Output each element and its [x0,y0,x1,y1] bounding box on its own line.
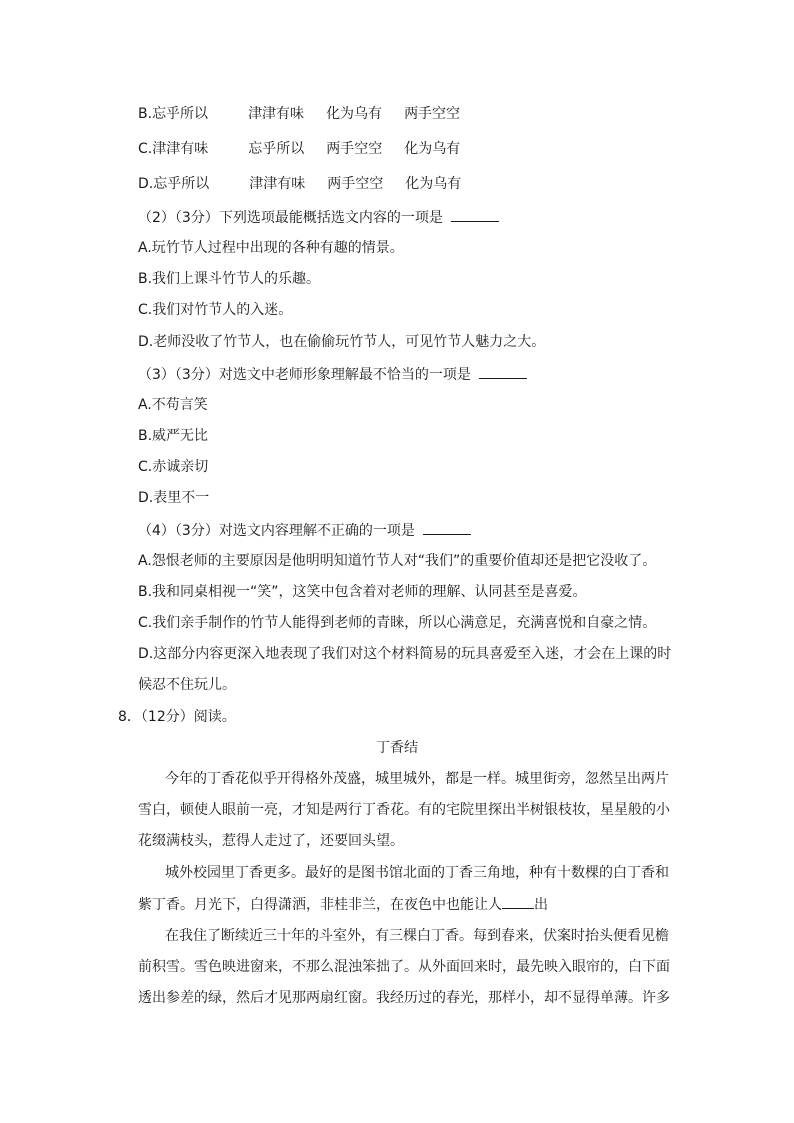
q1-option-d [138,174,461,194]
passage-paragraph-2-line-2 [138,894,548,915]
passage-title: 丁香结 [376,740,418,756]
question-text: （2）（3分）下列选项最能概括选文内容的一项是 [138,210,443,226]
q4-option-c: C.我们亲手制作的竹节人能得到老师的青睐，所以心满意足，充满喜悦和自豪之情。 [138,615,657,631]
q3-option-b: B.威严无比 [138,428,209,444]
option-label: B. [138,106,153,122]
option-word: 化为乌有 [405,176,462,192]
passage-paragraph-1-line-2: 雪白，顿使人眼前一亮，才知是两行丁香花。有的宅院里探出半树银枝妆，星星般的小 [138,802,670,818]
q1-option-b [138,104,460,124]
passage-paragraph-3-line-1: 在我住了断续近三十年的斗室外，有三棵白丁香。每到春来，伏案时抬头便看见檐 [165,928,669,944]
q3-option-d: D.表里不一 [138,490,210,506]
q2-option-c: C.我们对竹节人的入迷。 [138,302,293,318]
answer-blank[interactable] [451,207,499,222]
fill-in-blank[interactable] [502,894,534,909]
option-word: 两手空空 [404,106,461,122]
passage-paragraph-3-line-3: 透出参差的绿，然后才见那两扇红窗。我经历过的春光，那样小，却不显得单薄。许多 [138,990,670,1006]
option-word: 化为乌有 [404,141,461,157]
q3-stem [138,364,527,385]
q4-option-d: D.这部分内容更深入地表现了我们对这个材料简易的玩具喜爱至入迷，才会在上课的时 [138,646,672,662]
option-word: 两手空空 [327,176,384,192]
passage-paragraph-3-line-2: 前积雪。雪色映进窗来，不那么混浊笨拙了。从外面回来时，最先映入眼帘的，白下面 [138,959,670,975]
option-label: D. [138,176,154,192]
option-word: 忘乎所以 [152,106,209,122]
option-word: 忘乎所以 [153,176,210,192]
q3-option-c: C.赤诚亲切 [138,459,209,475]
option-word: 忘乎所以 [248,141,305,157]
q2-option-d: D.老师没收了竹节人，也在偷偷玩竹节人，可见竹节人魅力之大。 [138,334,546,350]
q4-stem [138,520,471,541]
question-text: （3）（3分）对选文中老师形象理解最不恰当的一项是 [138,367,471,383]
answer-blank[interactable] [479,364,527,379]
q4-option-d-continued: 候忍不住玩儿。 [138,677,236,693]
q4-option-b: B.我和同桌相视一“笑”，这笑中包含着对老师的理解、认同甚至是喜爱。 [138,584,587,600]
q2-option-a: A.玩竹节人过程中出现的各种有趣的情景。 [138,240,404,256]
q8-stem: 8．（12分）阅读。 [118,709,236,725]
q4-option-a: A.怨恨老师的主要原因是他明明知道竹节人对“我们”的重要价值却还是把它没收了。 [138,553,657,569]
passage-paragraph-2-line-1: 城外校园里丁香更多。最好的是图书馆北面的丁香三角地，种有十数棵的白丁香和 [165,865,669,881]
passage-text: 紫丁香。月光下，白得潇洒，非桂非兰，在夜色中也能让人 [138,897,502,913]
option-word: 津津有味 [249,176,306,192]
option-word: 两手空空 [326,141,383,157]
passage-paragraph-1-line-1: 今年的丁香花似乎开得格外茂盛，城里城外，都是一样。城里街旁，忽然呈出两片 [165,771,669,787]
question-text: （4）（3分）对选文内容理解不正确的一项是 [138,523,415,539]
passage-text: 出 [534,897,548,913]
q1-option-c [138,139,460,159]
option-word: 津津有味 [152,141,209,157]
passage-paragraph-1-line-3: 花缀满枝头，惹得人走过了，还要回头望。 [138,833,404,849]
option-word: 津津有味 [248,106,305,122]
q2-stem [138,207,499,228]
option-label: C. [138,141,153,157]
q3-option-a: A.不苟言笑 [138,397,208,413]
q2-option-b: B.我们上课斗竹节人的乐趣。 [138,271,321,287]
answer-blank[interactable] [423,520,471,535]
option-word: 化为乌有 [326,106,383,122]
